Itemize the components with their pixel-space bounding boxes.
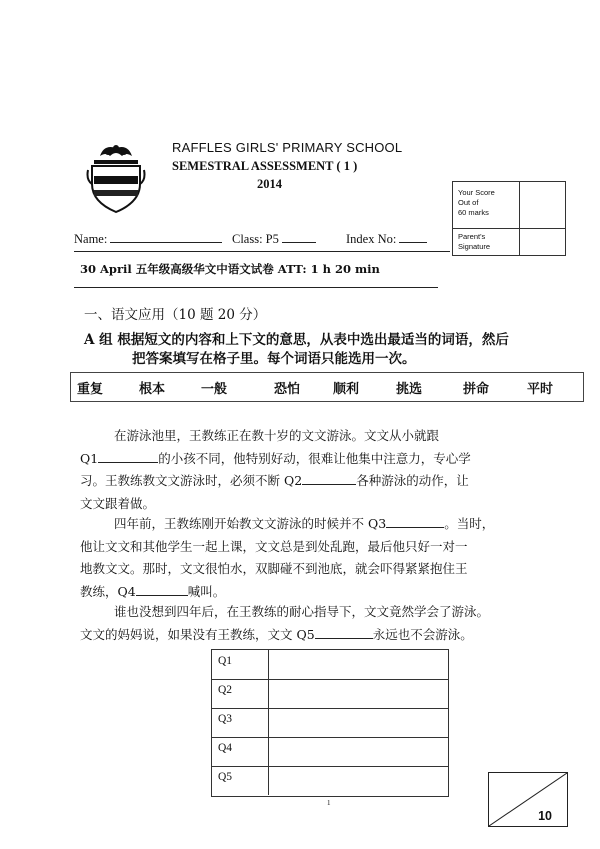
passage-line (80, 581, 590, 604)
score-out-of-label: Out of (458, 198, 479, 207)
blank-q1[interactable] (98, 451, 158, 463)
school-name: RAFFLES GIRLS' PRIMARY SCHOOL (172, 140, 403, 155)
passage-text: 习。王教练教文文游泳时，必须不断 Q2 (80, 473, 303, 488)
passage-text: 教练，Q4 (80, 583, 136, 599)
page-number: 1 (327, 799, 331, 807)
instruction-line: 把答案填写在格子里。每个词语只能选用一次。 (132, 351, 416, 367)
passage-text: 的小孩不同，他特别好动，很难让他集中注意力，专心学 (158, 450, 471, 466)
passage-line: 文文跟着做。 (80, 495, 156, 511)
name-blank[interactable] (110, 231, 222, 243)
answer-label: Q1 (218, 655, 233, 667)
score-label: Your Score (458, 188, 495, 197)
passage-paragraph (80, 425, 590, 515)
passage-line (80, 624, 590, 647)
section-mark-box (488, 772, 568, 827)
blank-q2[interactable] (302, 473, 356, 485)
signature-label: Signature (458, 242, 491, 251)
word-bank-item: 平时 (527, 382, 554, 397)
blank-number: Q1 (80, 450, 99, 466)
word-bank-item: 一般 (201, 382, 228, 397)
name-label: Name: (74, 232, 108, 246)
blank-q5[interactable] (315, 627, 373, 639)
answer-label: Q3 (218, 713, 233, 725)
answer-label: Q5 (218, 771, 233, 783)
index-label: Index No: (346, 232, 397, 246)
index-field[interactable] (346, 231, 427, 247)
parent-label: Parent's (458, 232, 486, 241)
divider (74, 251, 450, 252)
passage-line: 他让文文和其他学生一起上课，文文总是到处乱跑，最后他只好一对一 (80, 538, 468, 554)
passage-line: 在游泳池里，王教练正在教十岁的文文游泳。文文从小就跟 (114, 428, 440, 443)
passage-text: 永远也不会游泳。 (372, 626, 473, 642)
word-bank (70, 372, 584, 402)
name-field[interactable] (74, 231, 222, 247)
exam-info-line: 30 April 五年级高级华文中语文试卷 ATT: 1 h 20 min (80, 262, 380, 276)
section-heading: 一、语文应用（10 题 20 分） (84, 307, 267, 323)
answer-row (212, 766, 448, 795)
blank-q4[interactable] (136, 584, 188, 596)
blank-q3[interactable] (386, 516, 444, 528)
passage-line: 地教文文。那时，文文很怕水，双脚碰不到池底，就会吓得紧紧抱住王 (80, 561, 468, 576)
assessment-title: SEMESTRAL ASSESSMENT ( 1 ) (172, 159, 358, 173)
passage-text: 。当时， (444, 516, 495, 531)
section-total-marks: 10 (538, 809, 552, 823)
passage-text: 四年前，王教练刚开始教文文游泳的时候并不 Q3 (114, 516, 387, 531)
instruction-line: A 组 根据短文的内容和上下文的意思，从表中选出最适当的词语，然后 (84, 332, 509, 348)
passage-text: 各种游泳的动作，让 (356, 473, 469, 488)
passage-paragraph (80, 601, 590, 646)
passage-text: 文文的妈妈说，如果没有王教练，文文 Q5 (80, 626, 315, 642)
word-bank-item: 恐怕 (274, 382, 301, 397)
passage-paragraph (80, 513, 590, 603)
class-field[interactable] (232, 231, 316, 247)
word-bank-item: 拼命 (463, 382, 490, 397)
answer-row (212, 650, 448, 680)
assessment-year: 2014 (257, 177, 282, 191)
class-label: Class: P5 (232, 232, 279, 246)
class-blank[interactable] (282, 231, 316, 243)
passage-line (80, 448, 590, 471)
word-bank-item: 顺利 (333, 382, 360, 397)
word-bank-item: 根本 (139, 382, 166, 397)
score-total-label: 60 marks (458, 208, 489, 217)
passage-line (80, 513, 590, 536)
passage-line (80, 470, 590, 493)
score-box (452, 181, 566, 256)
answer-row (212, 679, 448, 709)
passage-text: 喊叫。 (187, 583, 226, 599)
answer-row (212, 737, 448, 767)
answer-label: Q2 (218, 684, 233, 696)
word-bank-item: 重复 (77, 382, 104, 397)
answer-table (211, 649, 449, 797)
index-blank[interactable] (399, 231, 427, 243)
passage-line: 谁也没想到四年后，在王教练的耐心指导下，文文竟然学会了游泳。 (114, 604, 490, 619)
divider (74, 287, 438, 288)
answer-row (212, 708, 448, 738)
word-bank-item: 挑选 (396, 382, 423, 397)
school-crest (86, 140, 146, 216)
answer-label: Q4 (218, 742, 233, 754)
